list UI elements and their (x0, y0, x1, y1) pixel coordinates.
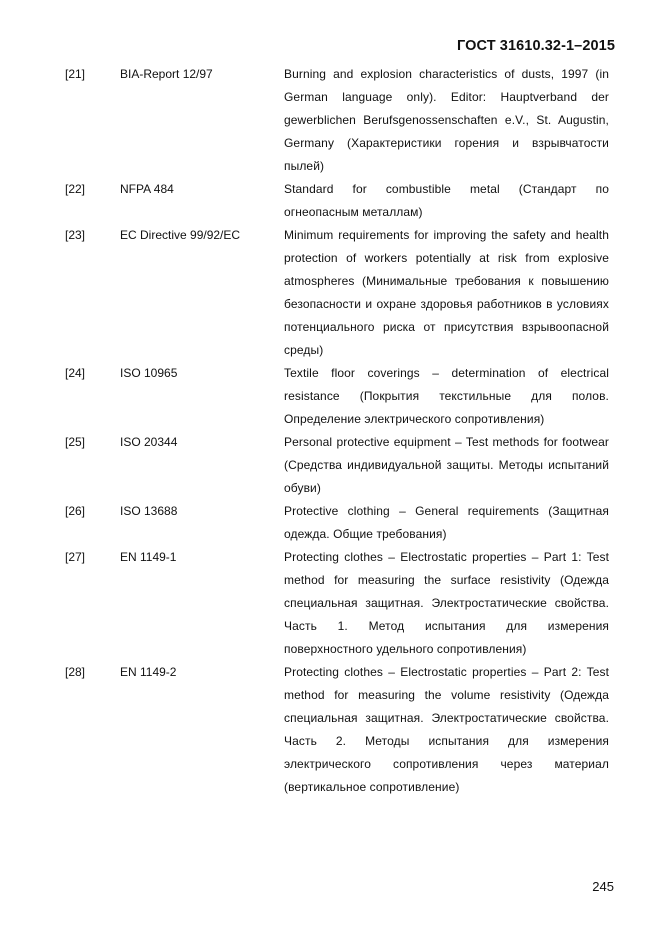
reference-number: [21] (65, 67, 86, 81)
page-number: 245 (592, 879, 614, 894)
bibliography-list (0, 63, 661, 799)
reference-number: [24] (65, 366, 86, 380)
reference-description: Standard for combustible metal (Стандарт по огнеопасным металлам) (284, 182, 609, 219)
reference-code: EC Directive 99/92/EC (120, 228, 241, 242)
reference-description: Personal protective equipment – Test methods for footwear (Средства индивидуальной защиты. Методы испытаний обуви) (284, 435, 609, 495)
reference-number: [27] (65, 550, 86, 564)
reference-code: ISO 10965 (120, 366, 178, 380)
reference-code: NFPA 484 (120, 182, 174, 196)
document-header: ГОСТ 31610.32-1–2015 (457, 38, 615, 54)
reference-entry (0, 661, 661, 799)
reference-entry (0, 362, 661, 431)
reference-code: ISO 20344 (120, 435, 178, 449)
reference-number: [23] (65, 228, 86, 242)
reference-code: BIA-Report 12/97 (120, 67, 213, 81)
reference-description: Minimum requirements for improving the safety and health protection of workers potentially at risk from explosive atmospheres (Минимальные требования к повышению безопасности и охране здоровья работников в условиях потенциального риска от присутствия взрывоопасной среды) (284, 228, 609, 357)
reference-entry (0, 500, 661, 546)
reference-code: ISO 13688 (120, 504, 178, 518)
reference-entry (0, 224, 661, 362)
reference-description: Protecting clothes – Electrostatic properties – Part 2: Test method for measuring the volume resistivity (Одежда специальная защитная. Электростатические свойства. Часть 2. Методы испытания для измерения электрического сопротивления через материал (вертикальное сопротивление) (284, 665, 609, 794)
reference-number: [25] (65, 435, 86, 449)
reference-entry (0, 431, 661, 500)
reference-entry (0, 546, 661, 661)
reference-entry (0, 63, 661, 178)
reference-description: Protective clothing – General requirements (Защитная одежда. Общие требования) (284, 504, 609, 541)
reference-entry (0, 178, 661, 224)
reference-code: EN 1149-1 (120, 550, 177, 564)
reference-description: Protecting clothes – Electrostatic properties – Part 1: Test method for measuring the surface resistivity (Одежда специальная защитная. Электростатические свойства. Часть 1. Метод испытания для измерения поверхностного удельного сопротивления) (284, 550, 609, 656)
reference-description: Burning and explosion characteristics of dusts, 1997 (in German language only). Editor: Hauptverband der gewerblichen Berufsgenossenschaften e.V., St. Augustin, Germany (Характеристики горения и взрывчатости пылей) (284, 67, 609, 173)
reference-description: Textile floor coverings – determination of electrical resistance (Покрытия текстильные для полов. Определение электрического сопротивления) (284, 366, 609, 426)
reference-number: [28] (65, 665, 86, 679)
reference-number: [26] (65, 504, 86, 518)
reference-code: EN 1149-2 (120, 665, 177, 679)
reference-number: [22] (65, 182, 86, 196)
